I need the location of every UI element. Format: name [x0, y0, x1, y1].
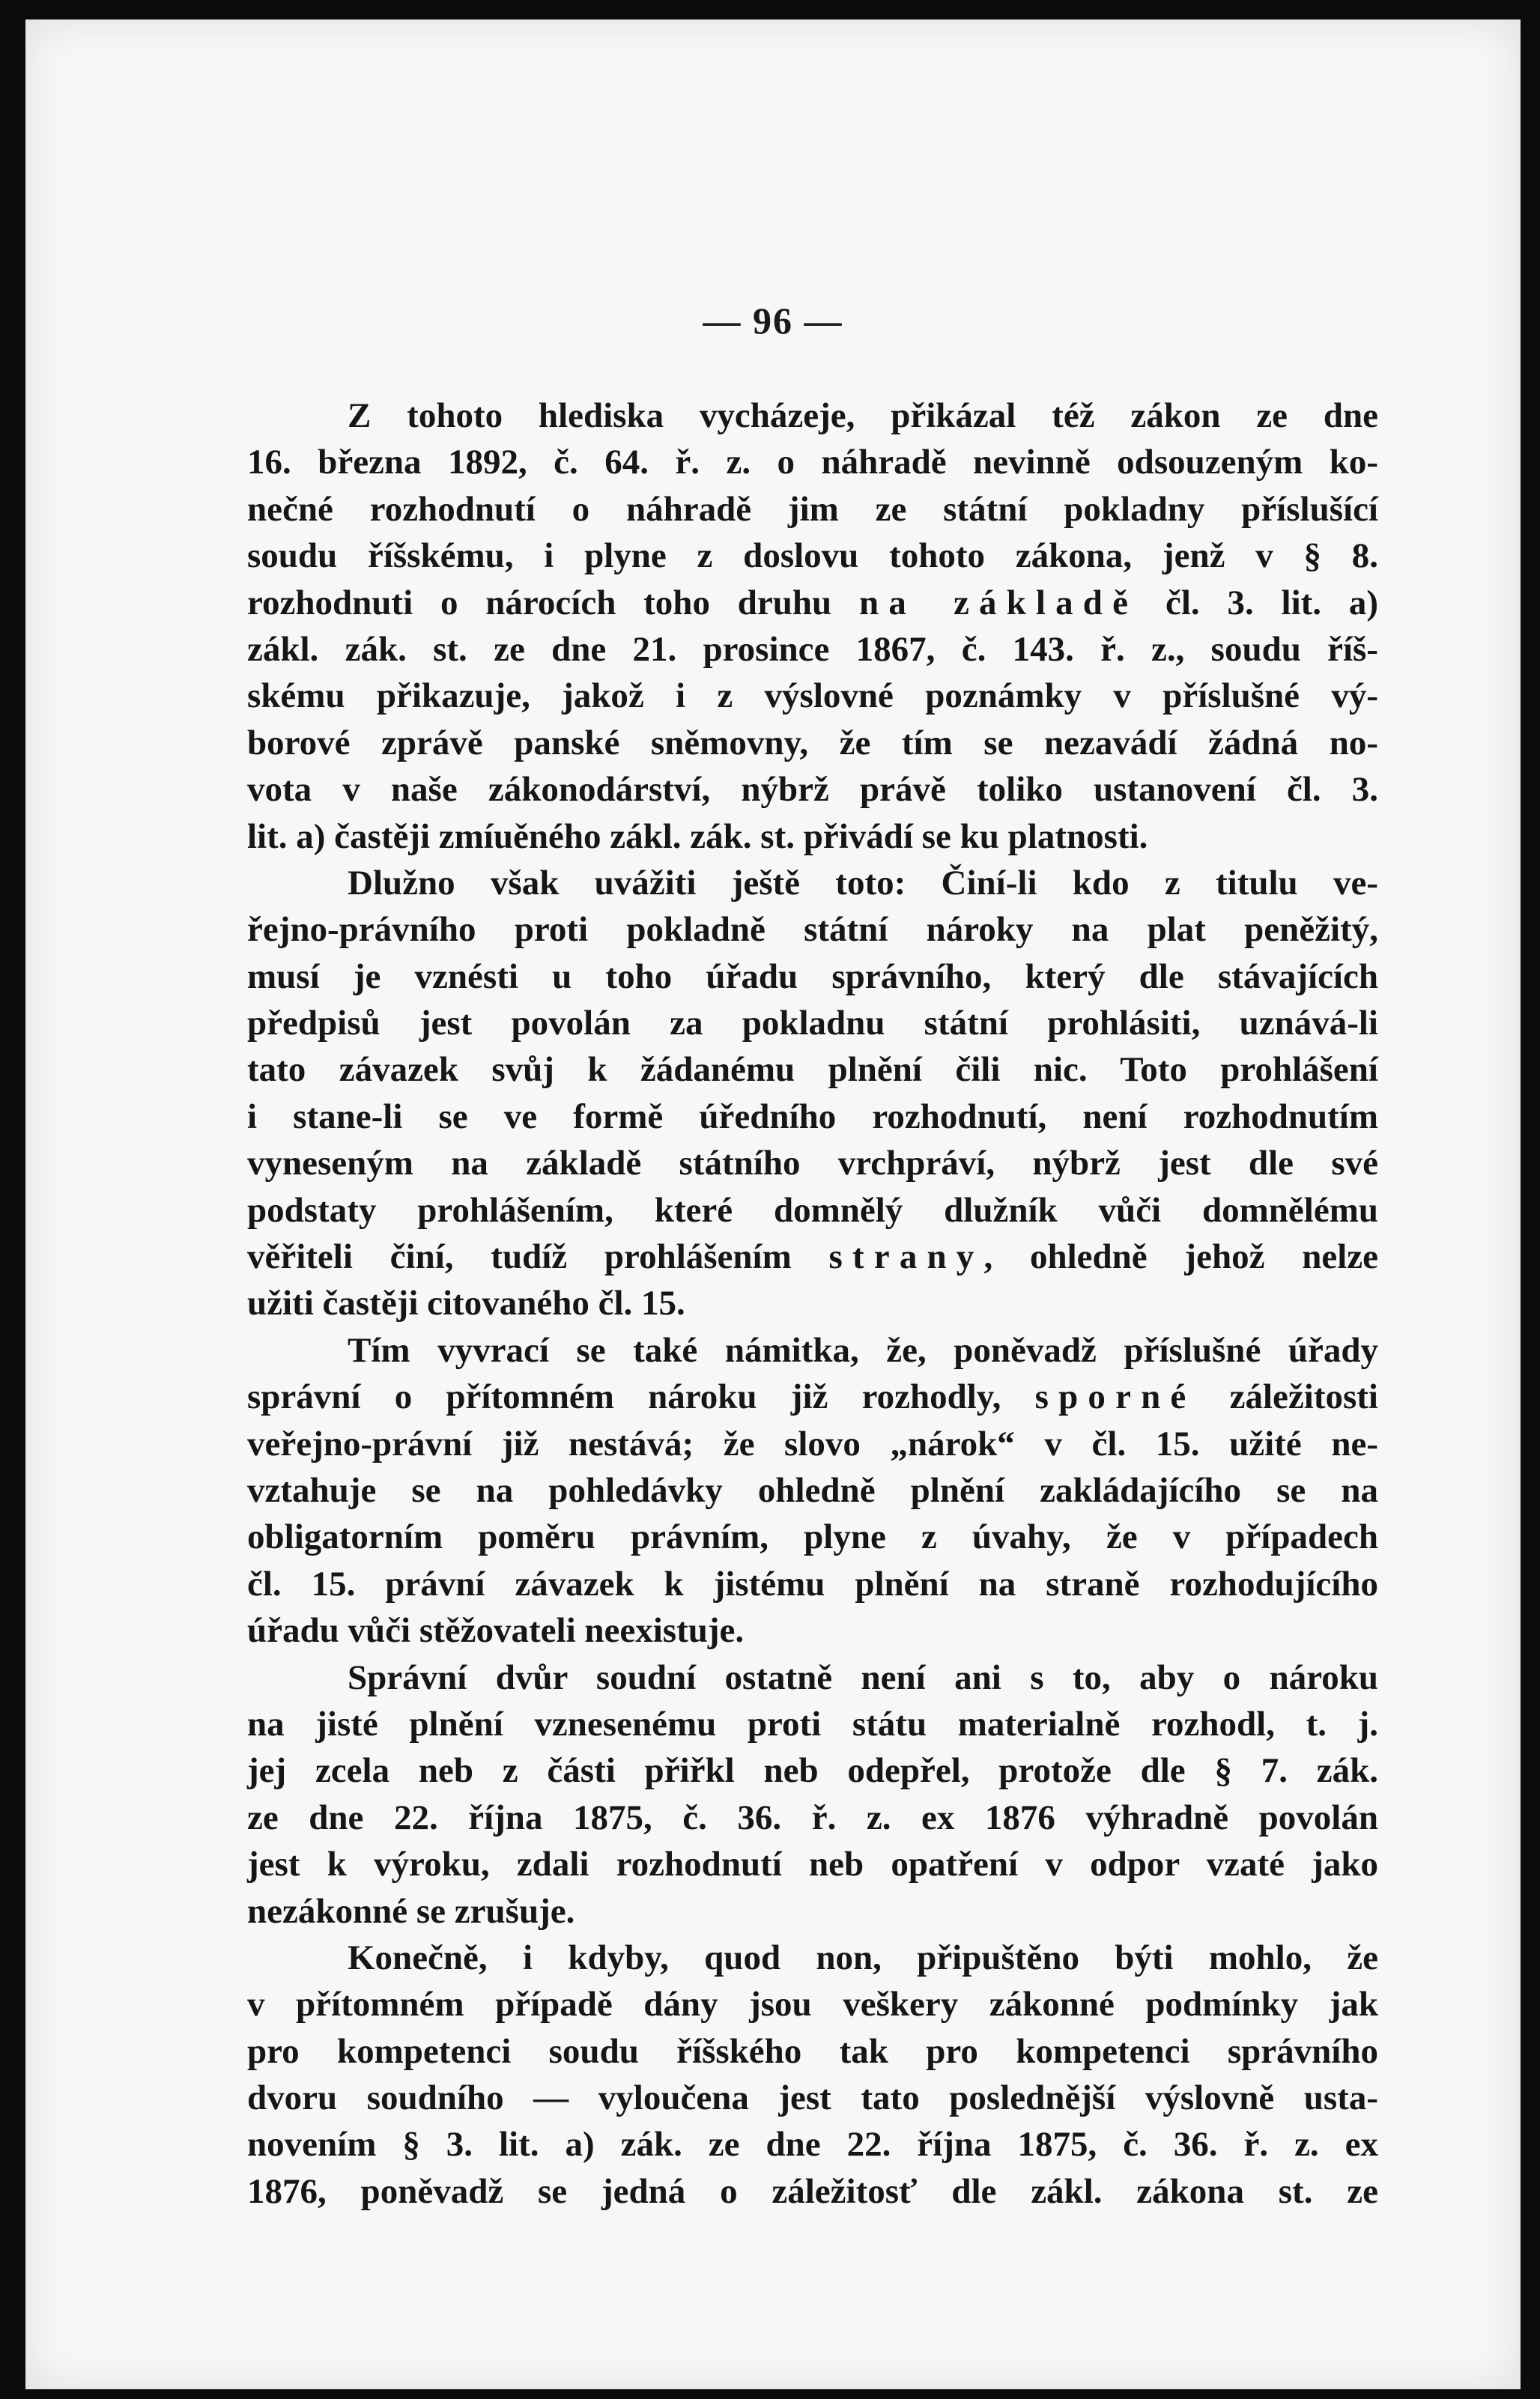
text-line: předpisů jest povolán za pokladnu státní prohlásiti, uznává-li — [247, 1004, 1378, 1043]
text-line: správní o přítomném nároku již rozhodly, sporné záležitosti — [247, 1377, 1378, 1417]
text-line: Tím vyvrací se také námitka, že, poněvadž příslušné úřady — [348, 1330, 1378, 1370]
spaced-emphasis: strany — [828, 1237, 984, 1277]
text-line: vota v naše zákonodárství, nýbrž právě toliko ustanovení čl. 3. — [247, 770, 1378, 810]
text-line: zákl. zák. st. ze dne 21. prosince 1867, č. 143. ř. z., soudu říš- — [247, 629, 1378, 669]
text-line: na jisté plnění vznesenému proti státu materialně rozhodl, t. j. — [247, 1704, 1378, 1744]
paragraph — [247, 1327, 1378, 1655]
text-line: 16. března 1892, č. 64. ř. z. o náhradě nevinně odsouzeným ko- — [247, 443, 1378, 482]
text-line: dvoru soudního — vyloučena jest tato poslednější výslovně usta- — [247, 2078, 1378, 2118]
text-line: úřadu vůči stěžovateli neexistuje. — [247, 1611, 745, 1651]
text-line: jej zcela neb z části přiřkl neb odepřel, protože dle § 7. zák. — [247, 1751, 1378, 1791]
text-line: vyneseným na základě státního vrchpráví, nýbrž jest dle své — [247, 1144, 1378, 1183]
text-line: věřiteli činí, tudíž prohlášením strany, ohledně jehož nelze — [247, 1237, 1378, 1277]
page-number: — 96 — — [703, 300, 843, 342]
text-line: vztahuje se na pohledávky ohledně plnění zakládajícího se na — [247, 1470, 1378, 1510]
text-line: jest k výroku, zdali rozhodnutí neb opatření v odpor vzaté jako — [247, 1845, 1378, 1884]
text-line: Dlužno však uvážiti ještě toto: Činí-li kdo z titulu ve- — [348, 863, 1378, 903]
text-line: užiti častěji citovaného čl. 15. — [247, 1284, 685, 1323]
text-line: řejno-právního proti pokladně státní nároky na plat peněžitý, — [247, 910, 1378, 950]
text-line: obligatorním poměru právním, plyne z úvahy, že v případech — [247, 1517, 1378, 1557]
text-line: Konečně, i kdyby, quod non, připuštěno býti mohlo, že — [348, 1938, 1378, 1977]
spaced-emphasis: sporné — [1034, 1377, 1196, 1417]
text-line: 1876, poněvadž se jedná o záležitosť dle zákl. zákona st. ze — [247, 2171, 1378, 2211]
spaced-emphasis: na základě — [859, 583, 1139, 622]
paragraph — [247, 1655, 1378, 1935]
text-line: čl. 15. právní závazek k jistému plnění na straně rozhodujícího — [247, 1564, 1378, 1604]
paragraph — [247, 392, 1378, 860]
text-line: nečné rozhodnutí o náhradě jim ze státní pokladny příslušící — [247, 489, 1378, 529]
text-line: borové zprávě panské sněmovny, že tím se nezavádí žádná no- — [247, 723, 1378, 762]
text-line: ze dne 22. října 1875, č. 36. ř. z. ex 1876 výhradně povolán — [247, 1798, 1378, 1837]
text-line: pro kompetenci soudu říšského tak pro kompetenci správního — [247, 2031, 1378, 2071]
text-line: musí je vznésti u toho úřadu správního, který dle stávajících — [247, 956, 1378, 996]
text-line: rozhodnuti o nárocích toho druhu na základě čl. 3. lit. a) — [247, 583, 1378, 622]
text-line: v přítomném případě dány jsou veškery zákonné podmínky jak — [247, 1985, 1378, 2025]
text-line: soudu říšskému, i plyne z doslovu tohoto zákona, jenž v § 8. — [247, 536, 1378, 576]
text-line: skému přikazuje, jakož i z výslovné poznámky v příslušné vý- — [247, 676, 1378, 716]
body-text — [247, 392, 1378, 2215]
text-line: Z tohoto hlediska vycházeje, přikázal též zákon ze dne — [348, 396, 1378, 435]
text-line: tato závazek svůj k žádanému plnění čili nic. Toto prohlášení — [247, 1050, 1378, 1090]
text-line: nezákonné se zrušuje. — [247, 1891, 575, 1931]
book-page — [25, 19, 1521, 2389]
paragraph — [247, 860, 1378, 1327]
text-line: podstaty prohlášením, které domnělý dlužník vůči domnělému — [247, 1190, 1378, 1230]
paragraph — [247, 1935, 1378, 2215]
text-line: novením § 3. lit. a) zák. ze dne 22. října 1875, č. 36. ř. z. ex — [247, 2125, 1378, 2165]
text-line: veřejno-právní již nestává; že slovo „nárok“ v čl. 15. užité ne- — [247, 1424, 1378, 1464]
text-line: Správní dvůr soudní ostatně není ani s to, aby o nároku — [348, 1658, 1378, 1697]
text-line: i stane-li se ve formě úředního rozhodnutí, není rozhodnutím — [247, 1097, 1378, 1136]
text-line: lit. a) častěji zmíuěného zákl. zák. st. přivádí se ku platnosti. — [247, 816, 1148, 856]
